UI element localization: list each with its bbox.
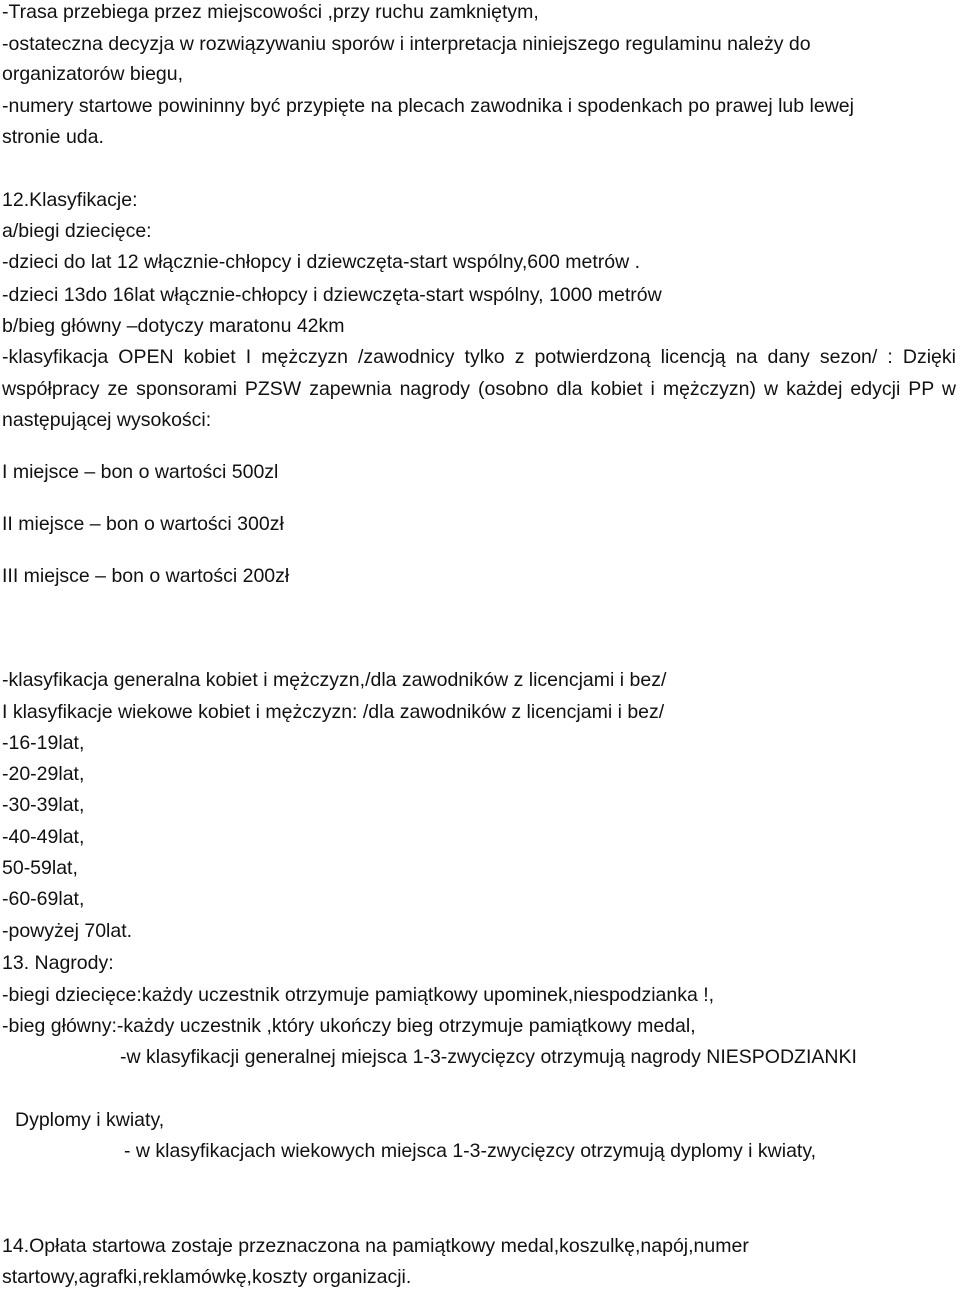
text-line: -ostateczna decyzja w rozwiązywaniu sporów i interpretacja niniejszego regulaminu należy do [2, 33, 811, 55]
age-group: 50-59lat, [2, 857, 78, 879]
text-line: -dzieci 13do 16lat włącznie-chłopcy i dziewczęta-start wspólny, 1000 metrów [2, 284, 662, 306]
text-line: -w klasyfikacji generalnej miejsca 1-3-zwycięzcy otrzymują nagrody NIESPODZIANKI [120, 1046, 857, 1068]
text-line: -bieg główny:-każdy uczestnik ,który ukończy bieg otrzymuje pamiątkowy medal, [2, 1015, 696, 1037]
text-line: organizatorów biegu, [2, 63, 184, 85]
text-line: stronie uda. [2, 126, 104, 148]
text-line: Dyplomy i kwiaty, [15, 1109, 165, 1131]
text-line: następującej wysokości: [2, 409, 212, 431]
text-line: startowy,agrafki,reklamówkę,koszty organizacji. [2, 1266, 412, 1288]
text-line: -klasyfikacja generalna kobiet i mężczyzn,/dla zawodników z licencjami i bez/ [2, 669, 667, 691]
text-line: 14.Opłata startowa zostaje przeznaczona na pamiątkowy medal,koszulkę,napój,numer [2, 1235, 749, 1257]
text-line: współpracy ze sponsorami PZSW zapewnia nagrody (osobno dla kobiet i mężczyzn) w każdej edycji PP w [2, 378, 956, 400]
age-group: -powyżej 70lat. [2, 920, 133, 942]
age-group: -16-19lat, [2, 732, 85, 754]
text-line: - w klasyfikacjach wiekowych miejsca 1-3-zwycięzcy otrzymują dyplomy i kwiaty, [124, 1140, 817, 1162]
text-line: I klasyfikacje wiekowe kobiet i mężczyzn: /dla zawodników z licencjami i bez/ [2, 701, 665, 723]
age-group: -30-39lat, [2, 794, 85, 816]
text-line: -dzieci do lat 12 włącznie-chłopcy i dziewczęta-start wspólny,600 metrów . [2, 251, 640, 273]
age-group: -40-49lat, [2, 826, 85, 848]
section-heading: 12.Klasyfikacje: [2, 189, 138, 211]
text-line: b/bieg główny –dotyczy maratonu 42km [2, 315, 345, 337]
age-group: -20-29lat, [2, 763, 85, 785]
prize-line: II miejsce – bon o wartości 300zł [2, 513, 284, 535]
section-heading: 13. Nagrody: [2, 952, 114, 974]
age-group: -60-69lat, [2, 888, 85, 910]
text-line: -biegi dziecięce:każdy uczestnik otrzymuje pamiątkowy upominek,niespodzianka !, [2, 984, 715, 1006]
text-line: -klasyfikacja OPEN kobiet I mężczyzn /zawodnicy tylko z potwierdzoną licencją na dany sezon/ : Dzięki [2, 346, 956, 368]
text-line: -numery startowe powininny być przypięte na plecach zawodnika i spodenkach po prawej lub lewej [2, 95, 854, 117]
prize-line: I miejsce – bon o wartości 500zl [2, 461, 279, 483]
text-line: -Trasa przebiega przez miejscowości ,przy ruchu zamkniętym, [2, 1, 539, 23]
text-line: a/biegi dziecięce: [2, 220, 152, 242]
prize-line: III miejsce – bon o wartości 200zł [2, 565, 290, 587]
